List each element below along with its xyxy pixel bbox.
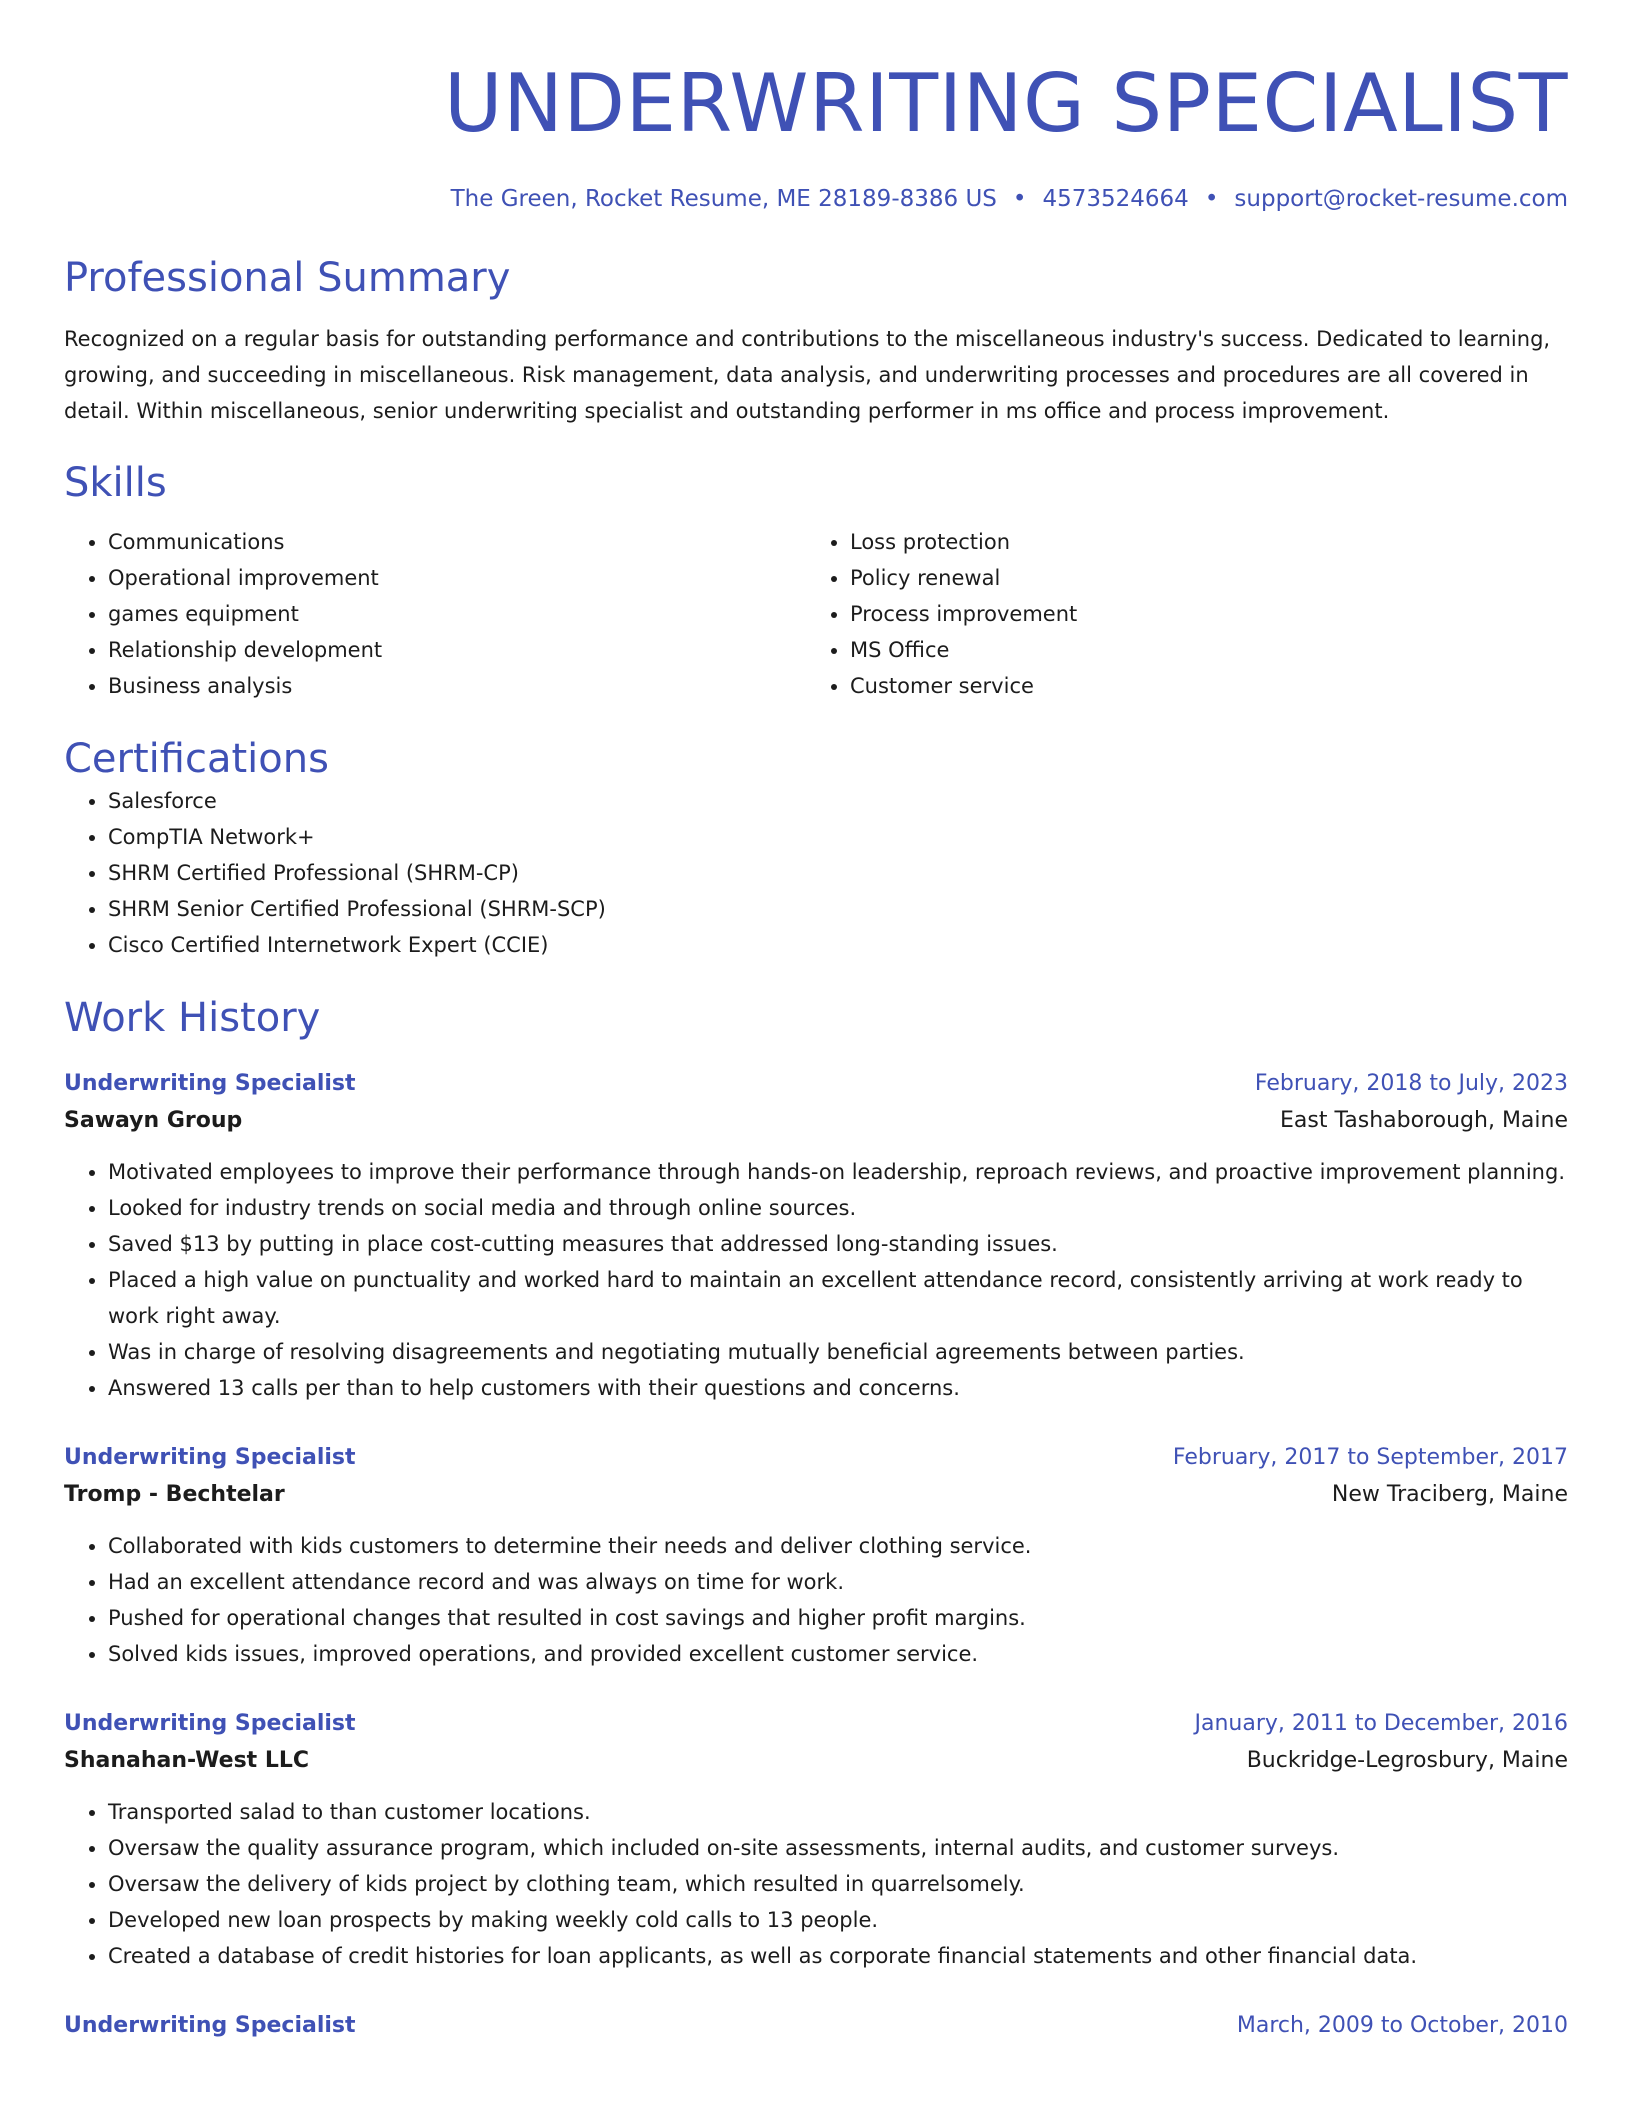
certifications-list [64, 783, 1568, 963]
skill-item: • games equipment [108, 596, 806, 632]
job-company-row [64, 1102, 1568, 1140]
work-history-heading: Work History [64, 995, 321, 1041]
job-bullet: • Saved $13 by putting in place cost-cutting measures that addressed long-standing issues. [108, 1226, 1568, 1262]
skills-heading: Skills [64, 460, 167, 506]
job-bullet: • Collaborated with kids customers to determine their needs and deliver clothing service. [108, 1528, 1568, 1564]
job-bullets [64, 1154, 1568, 1406]
job-entry [64, 1066, 1568, 1406]
skill-item: • Business analysis [108, 668, 806, 704]
job-header-row [64, 2008, 1568, 2044]
skills-list-right [806, 524, 1548, 704]
skill-item: • Operational improvement [108, 560, 806, 596]
skills-grid [64, 524, 1568, 704]
job-header-row [64, 1440, 1568, 1476]
summary-text: Recognized on a regular basis for outstanding performance and contributions to the miscellaneous industry's success. Dedicated to learning, growing, and succeeding in miscellaneous. Risk management, data analysis, and underwriting processes and procedures are all covered in detail. Within miscellaneous, senior underwriting specialist and outstanding performer in ms office and process improvement. [64, 327, 1551, 423]
skill-item: • MS Office [850, 632, 1548, 668]
certification-item: • Salesforce [108, 783, 1568, 819]
job-bullet: • Pushed for operational changes that resulted in cost savings and higher profit margins. [108, 1600, 1568, 1636]
contact-line [64, 184, 1568, 214]
job-dates: March, 2009 to October, 2010 [1236, 2013, 1568, 2038]
job-entry [64, 1706, 1568, 1974]
certification-item: • SHRM Certified Professional (SHRM-CP) [108, 855, 1568, 891]
contact-phone: 4573524664 [1042, 186, 1189, 212]
job-entry [64, 2008, 1568, 2044]
skills-list-left [64, 524, 806, 704]
job-company-row [64, 1742, 1568, 1780]
job-title: Underwriting Specialist [64, 2013, 356, 2038]
job-title: Underwriting Specialist [64, 1445, 356, 1470]
certification-item: • CompTIA Network+ [108, 819, 1568, 855]
job-bullet: • Looked for industry trends on social media and through online sources. [108, 1190, 1568, 1226]
skill-item: • Relationship development [108, 632, 806, 668]
skill-item: • Communications [108, 524, 806, 560]
resume-name: UNDERWRITING SPECIALIST [444, 57, 1568, 150]
job-bullets [64, 1528, 1568, 1672]
job-header-row [64, 1706, 1568, 1742]
skill-item: • Process improvement [850, 596, 1548, 632]
job-bullet: • Oversaw the quality assurance program, which included on-site assessments, internal audits, and customer surveys. [108, 1830, 1568, 1866]
job-bullet: • Transported salad to than customer locations. [108, 1794, 1568, 1830]
summary-heading: Professional Summary [64, 255, 511, 301]
job-dates: February, 2017 to September, 2017 [1172, 1445, 1568, 1470]
job-location: Buckridge-Legrosbury, Maine [1246, 1748, 1568, 1773]
contact-separator: • [1012, 186, 1027, 212]
job-bullets [64, 1794, 1568, 1974]
job-bullet: • Solved kids issues, improved operations, and provided excellent customer service. [108, 1636, 1568, 1672]
resume-page [64, 0, 1568, 2044]
job-entry [64, 1440, 1568, 1672]
job-bullet: • Developed new loan prospects by making weekly cold calls to 13 people. [108, 1902, 1568, 1938]
skills-column-right [806, 524, 1548, 704]
contact-email: support@rocket-resume.com [1234, 186, 1568, 212]
skills-column-left [64, 524, 806, 704]
job-location: East Tashaborough, Maine [1280, 1108, 1568, 1133]
skill-item: • Loss protection [850, 524, 1548, 560]
job-company: Sawayn Group [64, 1108, 243, 1133]
job-header-row [64, 1066, 1568, 1102]
job-company: Tromp - Bechtelar [64, 1482, 285, 1507]
job-bullet: • Oversaw the delivery of kids project by clothing team, which resulted in quarrelsomely. [108, 1866, 1568, 1902]
job-bullet: • Created a database of credit histories for loan applicants, as well as corporate financial statements and other financial data. [108, 1938, 1568, 1974]
job-bullet: • Answered 13 calls per than to help customers with their questions and concerns. [108, 1370, 1568, 1406]
job-title: Underwriting Specialist [64, 1711, 356, 1736]
contact-address: The Green, Rocket Resume, ME 28189-8386 US [450, 186, 997, 212]
contact-separator: • [1204, 186, 1219, 212]
certification-item: • SHRM Senior Certified Professional (SHRM-SCP) [108, 891, 1568, 927]
job-company-row [64, 1476, 1568, 1514]
job-company: Shanahan-West LLC [64, 1748, 310, 1773]
certifications-heading: Certifications [64, 736, 329, 782]
skill-item: • Policy renewal [850, 560, 1548, 596]
job-bullet: • Placed a high value on punctuality and worked hard to maintain an excellent attendance record, consistently arriving at work ready to work right away. [108, 1262, 1568, 1334]
job-location: New Traciberg, Maine [1331, 1482, 1568, 1507]
job-title: Underwriting Specialist [64, 1071, 356, 1096]
job-bullet: • Had an excellent attendance record and was always on time for work. [108, 1564, 1568, 1600]
skill-item: • Customer service [850, 668, 1548, 704]
job-dates: January, 2011 to December, 2016 [1194, 1711, 1568, 1736]
job-dates: February, 2018 to July, 2023 [1254, 1071, 1568, 1096]
certification-item: • Cisco Certified Internetwork Expert (CCIE) [108, 927, 1568, 963]
job-bullet: • Was in charge of resolving disagreements and negotiating mutually beneficial agreements between parties. [108, 1334, 1568, 1370]
job-bullet: • Motivated employees to improve their performance through hands-on leadership, reproach reviews, and proactive improvement planning. [108, 1154, 1568, 1190]
